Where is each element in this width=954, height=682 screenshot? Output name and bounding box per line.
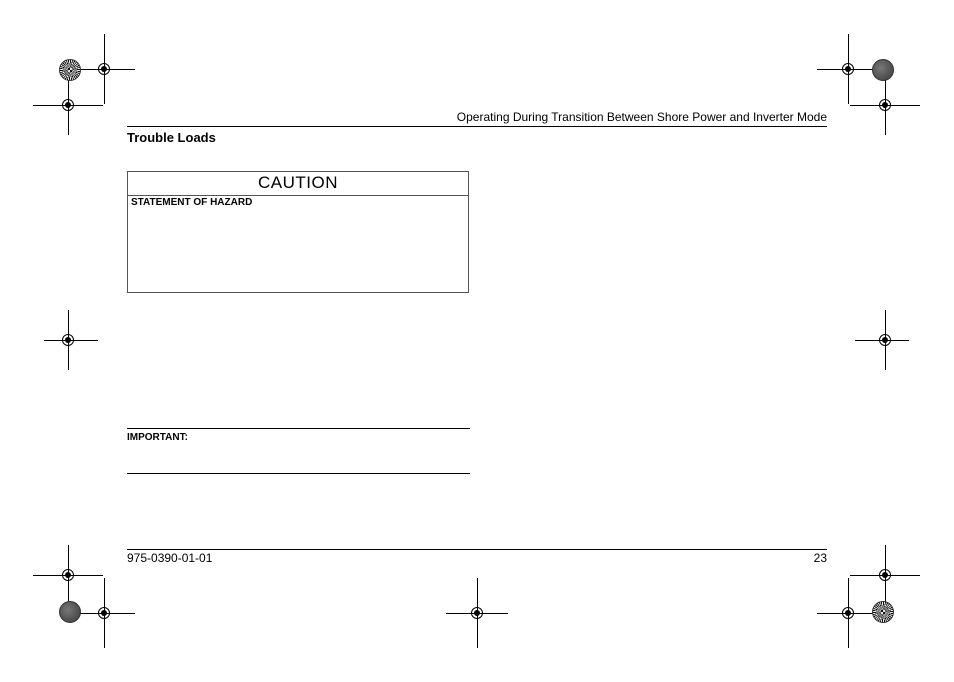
important-label: IMPORTANT: xyxy=(127,432,188,443)
page-number: 23 xyxy=(813,551,827,565)
important-bottom-rule xyxy=(127,473,470,474)
footer-rule xyxy=(127,549,827,550)
section-title: Trouble Loads xyxy=(127,130,216,145)
header-rule xyxy=(127,126,827,127)
gray-patch-icon xyxy=(59,601,81,623)
running-header-title: Operating During Transition Between Shore Power and Inverter Mode xyxy=(456,110,827,124)
caution-box xyxy=(127,171,469,293)
gray-patch-icon xyxy=(872,59,894,81)
important-top-rule xyxy=(127,428,470,429)
star-target-icon xyxy=(872,601,894,623)
caution-heading: CAUTION xyxy=(128,172,468,196)
document-number: 975-0390-01-01 xyxy=(127,551,213,565)
hazard-statement-label: STATEMENT OF HAZARD xyxy=(131,197,253,208)
star-target-icon xyxy=(59,59,81,81)
